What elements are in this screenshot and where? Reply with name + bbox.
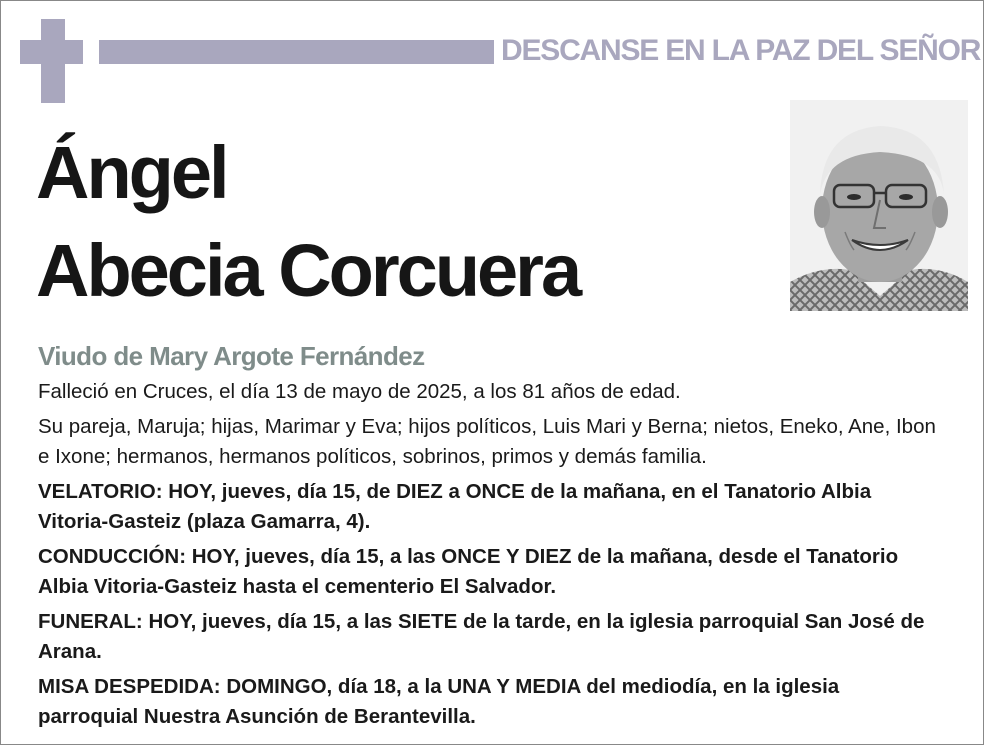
deceased-first-name: Ángel [36, 131, 227, 214]
notice-body [38, 377, 938, 737]
deceased-surnames: Abecia Corcuera [36, 229, 580, 312]
procession-details: CONDUCCIÓN: HOY, jueves, día 15, a las ONCE Y DIEZ de la mañana, desde el Tanatorio Albia Vitoria-Gasteiz hasta el cementerio El Salvador. [38, 545, 899, 598]
family-list: Su pareja, Maruja; hijas, Marimar y Eva; hijos políticos, Luis Mari y Berna; nietos, Eneko, Ane, Ibon e Ixone; hermanos, hermanos políticos, sobrinos, primos y demás familia. [38, 415, 936, 468]
death-announcement: Falleció en Cruces, el día 13 de mayo de 2025, a los 81 años de edad. [38, 380, 681, 403]
header-divider-bar [99, 40, 494, 64]
farewell-mass-details: MISA DESPEDIDA: DOMINGO, día 18, a la UNA Y MEDIA del mediodía, en la iglesia parroquial Nuestra Asunción de Berantevilla. [38, 675, 840, 728]
cross-icon-arm [20, 40, 83, 64]
wake-details: VELATORIO: HOY, jueves, día 15, de DIEZ a ONCE de la mañana, en el Tanatorio Albia Vitoria-Gasteiz (plaza Gamarra, 4). [38, 480, 872, 533]
header-title: DESCANSE EN LA PAZ DEL SEÑOR [501, 34, 981, 67]
relation-subtitle: Viudo de Mary Argote Fernández [38, 341, 425, 371]
portrait-photo [790, 100, 968, 311]
funeral-details: FUNERAL: HOY, jueves, día 15, a las SIETE de la tarde, en la iglesia parroquial San José de Arana. [38, 610, 925, 663]
